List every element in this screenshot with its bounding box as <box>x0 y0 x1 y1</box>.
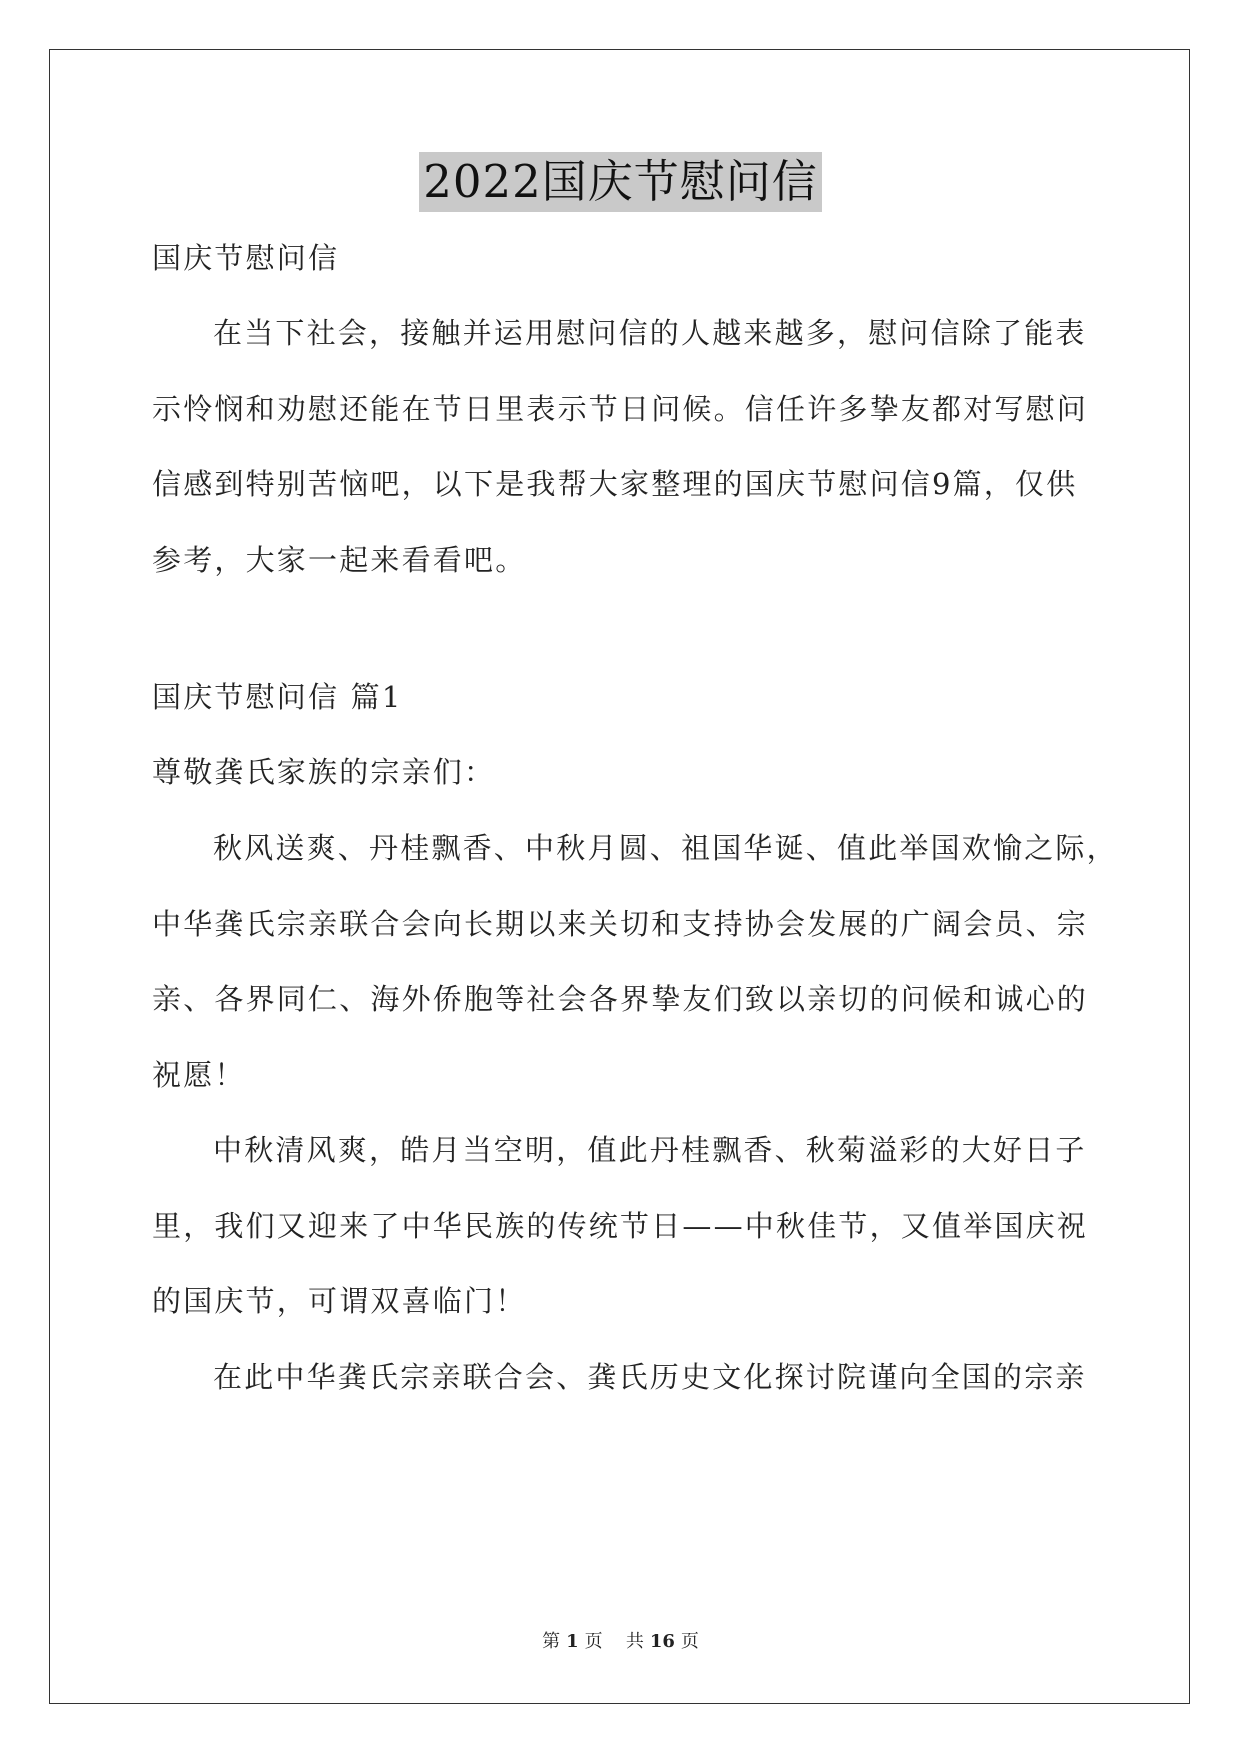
paragraph-line: 在当下社会，接触并运用慰问信的人越来越多，慰问信除了能表 <box>213 316 1087 350</box>
paragraph-line: 的国庆节，可谓双喜临门！ <box>152 1284 527 1318</box>
paragraph-line: 信感到特别苦恼吧，以下是我帮大家整理的国庆节慰问信9篇，仅供 <box>152 467 1078 501</box>
total-pages: 16 <box>649 1631 675 1652</box>
page-prefix: 第 <box>542 1631 561 1652</box>
document-title: 2022国庆节慰问信 <box>419 152 822 212</box>
document-subtitle: 国庆节慰问信 <box>152 241 340 275</box>
paragraph-line: 亲、各界同仁、海外侨胞等社会各界挚友们致以亲切的问候和诚心的 <box>152 982 1089 1016</box>
paragraph-line: 中秋清风爽，皓月当空明，值此丹桂飘香、秋菊溢彩的大好日子 <box>213 1133 1087 1167</box>
page-number: 1 <box>566 1631 579 1652</box>
total-suffix: 页 <box>680 1631 699 1652</box>
paragraph-line: 在此中华龚氏宗亲联合会、龚氏历史文化探讨院谨向全国的宗亲 <box>213 1360 1087 1394</box>
salutation: 尊敬龚氏家族的宗亲们： <box>152 755 496 789</box>
paragraph-line: 里，我们又迎来了中华民族的传统节日——中秋佳节，又值举国庆祝 <box>152 1209 1089 1243</box>
page-suffix: 页 <box>584 1631 603 1652</box>
title-container <box>0 152 1241 212</box>
page-footer <box>0 1630 1241 1654</box>
page-border <box>49 49 1190 1704</box>
total-prefix: 共 <box>625 1631 644 1652</box>
paragraph-line: 秋风送爽、丹桂飘香、中秋月圆、祖国华诞、值此举国欢愉之际， <box>213 831 1118 865</box>
paragraph-line: 中华龚氏宗亲联合会向长期以来关切和支持协会发展的广阔会员、宗 <box>152 907 1089 941</box>
paragraph-line: 参考，大家一起来看看吧。 <box>152 543 527 577</box>
section-heading: 国庆节慰问信 篇1 <box>152 680 403 714</box>
paragraph-line: 祝愿！ <box>152 1058 246 1092</box>
paragraph-line: 示怜悯和劝慰还能在节日里表示节日问候。信任许多挚友都对写慰问 <box>152 392 1089 426</box>
